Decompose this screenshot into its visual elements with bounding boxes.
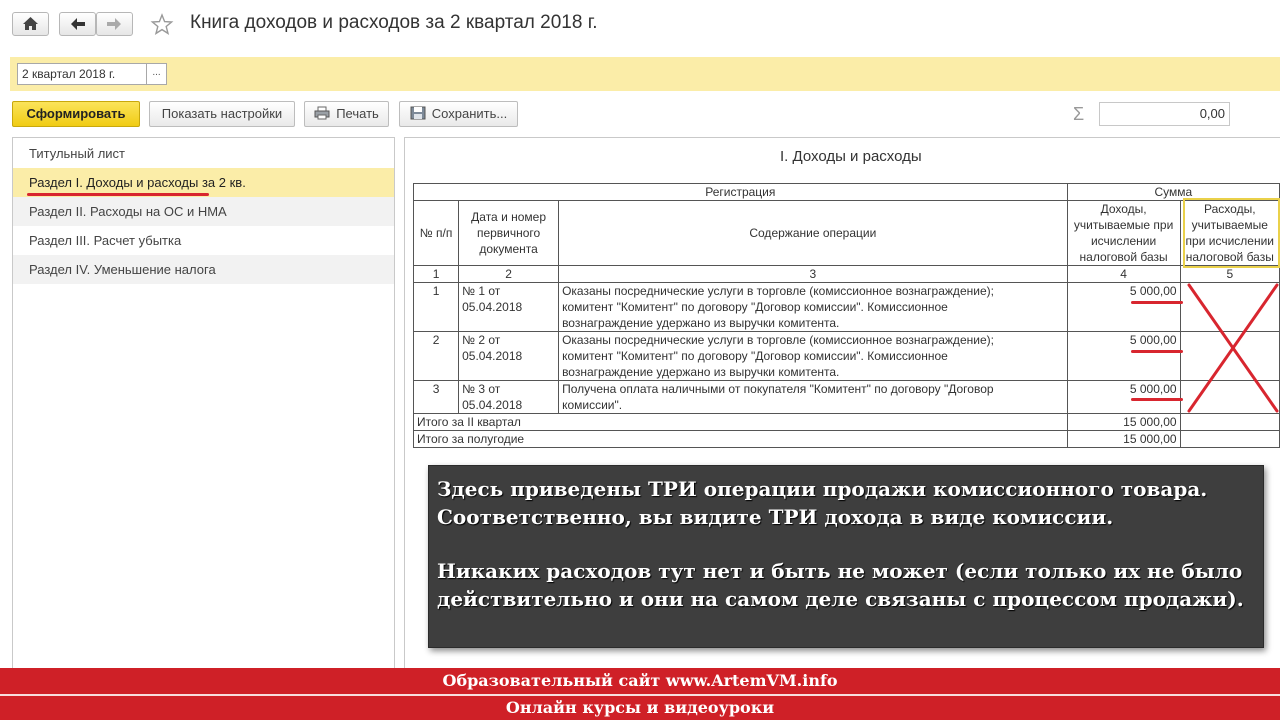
- col-number: 1: [414, 266, 459, 283]
- col-number: 2: [459, 266, 559, 283]
- row-income: 5 000,00: [1067, 332, 1180, 381]
- report-table: [413, 183, 1280, 448]
- income-underline-3: [1131, 398, 1183, 401]
- print-button[interactable]: [304, 101, 389, 127]
- cross-out-mark: [1185, 283, 1280, 413]
- sigma-icon: Σ: [1073, 104, 1085, 124]
- header-sum: Сумма: [1067, 184, 1279, 201]
- row-income: 5 000,00: [1067, 381, 1180, 414]
- table-row: [414, 381, 1280, 414]
- total-quarter-label: Итого за II квартал: [414, 414, 1068, 431]
- table-row: [414, 332, 1280, 381]
- total-half-label: Итого за полугодие: [414, 431, 1068, 448]
- section-item-1[interactable]: Раздел I. Доходы и расходы за 2 кв.: [13, 168, 394, 197]
- save-button[interactable]: [399, 101, 518, 127]
- col-number: 3: [559, 266, 1068, 283]
- info-overlay: [428, 465, 1264, 648]
- section-item-title[interactable]: Титульный лист: [29, 146, 126, 161]
- total-quarter-income: 15 000,00: [1067, 414, 1180, 431]
- row-num: 1: [414, 283, 459, 332]
- total-row: [414, 431, 1280, 448]
- col-date-header: Дата и номер первичного документа: [459, 201, 559, 266]
- overlay-line: Никаких расходов тут нет и быть не может (если только их не было: [437, 559, 1243, 583]
- period-field[interactable]: 2 квартал 2018 г.: [17, 63, 147, 85]
- print-icon: [314, 106, 330, 120]
- sum-field: 0,00: [1099, 102, 1230, 126]
- report-title: I. Доходы и расходы: [780, 148, 922, 165]
- forward-arrow-icon: [97, 13, 132, 35]
- expense-header-highlight: [1183, 198, 1280, 268]
- table-row: [414, 283, 1280, 332]
- print-label: Печать: [336, 106, 379, 121]
- page-title: Книга доходов и расходов за 2 квартал 2018 г.: [190, 12, 598, 33]
- section-item-3[interactable]: Раздел III. Расчет убытка: [29, 233, 182, 248]
- row-content: Оказаны посреднические услуги в торговле (комиссионное вознаграждение); комитент "Комитент" по договору "Договор комиссии". Комиссионное вознаграждение удержано из выручки комитента.: [559, 332, 1068, 381]
- overlay-line: Здесь приведены ТРИ операции продажи комиссионного товара.: [437, 477, 1208, 501]
- annotation-underline: [27, 193, 209, 196]
- star-icon[interactable]: [150, 13, 174, 36]
- header-registration: Регистрация: [414, 184, 1068, 201]
- row-num: 2: [414, 332, 459, 381]
- row-content: Получена оплата наличными от покупателя "Комитент" по договору "Договор комиссии".: [559, 381, 1068, 414]
- col-content-header: Содержание операции: [559, 201, 1068, 266]
- overlay-line: действительно и они на самом деле связаны с процессом продажи).: [437, 587, 1244, 611]
- save-icon: [410, 106, 426, 120]
- banner-line-2: Онлайн курсы и видеоуроки: [505, 698, 775, 717]
- period-select-button[interactable]: ...: [146, 63, 167, 85]
- show-settings-button[interactable]: Показать настройки: [149, 101, 295, 127]
- back-arrow-icon: [60, 13, 95, 35]
- col-income-header: Доходы, учитываемые при исчислении налоговой базы: [1067, 201, 1180, 266]
- forward-button[interactable]: [96, 12, 133, 36]
- home-icon: [13, 13, 48, 35]
- save-label: Сохранить...: [431, 106, 508, 121]
- back-button[interactable]: [59, 12, 96, 36]
- row-num: 3: [414, 381, 459, 414]
- row-content: Оказаны посреднические услуги в торговле (комиссионное вознаграждение); комитент "Комитент" по договору "Договор комиссии". Комиссионное вознаграждение удержано из выручки комитента.: [559, 283, 1068, 332]
- income-underline-2: [1131, 350, 1183, 353]
- col-num-header: № п/п: [414, 201, 459, 266]
- row-income: 5 000,00: [1067, 283, 1180, 332]
- row-doc: № 3 от 05.04.2018: [459, 381, 559, 414]
- section-item-4[interactable]: Раздел IV. Уменьшение налога: [13, 255, 394, 284]
- generate-button[interactable]: Сформировать: [12, 101, 140, 127]
- home-button[interactable]: [12, 12, 49, 36]
- overlay-line: Соответственно, вы видите ТРИ дохода в виде комиссии.: [437, 505, 1114, 529]
- total-half-income: 15 000,00: [1067, 431, 1180, 448]
- banner-line-1: Образовательный сайт www.ArtemVM.info: [442, 671, 838, 690]
- income-underline-1: [1131, 301, 1183, 304]
- row-doc: № 1 от 05.04.2018: [459, 283, 559, 332]
- row-doc: № 2 от 05.04.2018: [459, 332, 559, 381]
- sections-panel: [12, 137, 395, 670]
- col-number: 4: [1067, 266, 1180, 283]
- col-number: 5: [1180, 266, 1279, 283]
- filter-strip: [10, 57, 1280, 91]
- total-row: [414, 414, 1280, 431]
- section-item-2[interactable]: Раздел II. Расходы на ОС и НМА: [13, 197, 394, 226]
- col-expense-header: Расходы, учитываемые при исчислении налоговой базы: [1180, 201, 1279, 266]
